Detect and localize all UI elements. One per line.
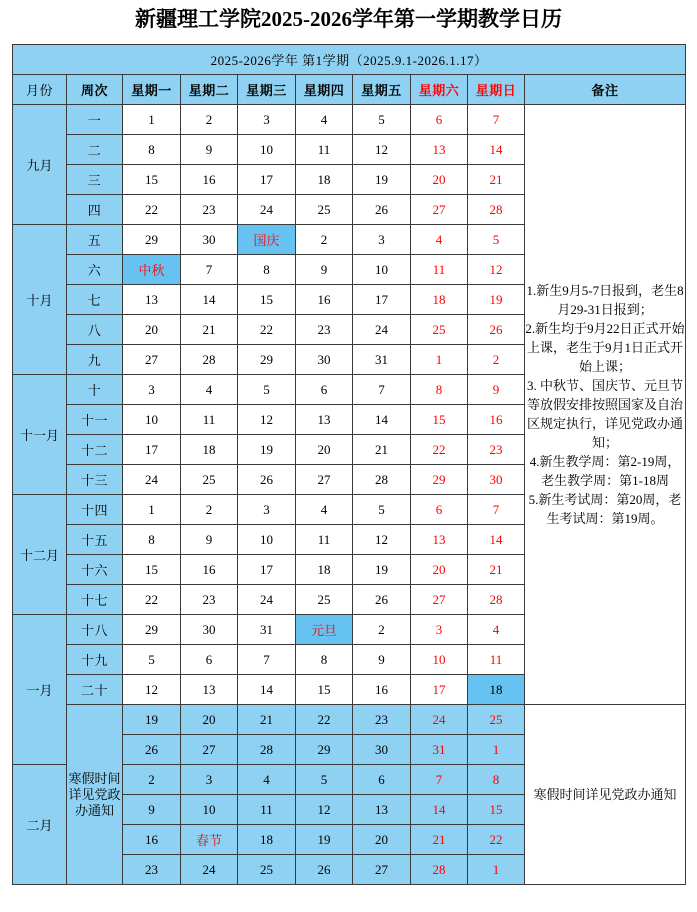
day-cell: 14 [238, 675, 296, 705]
day-cell: 19 [353, 165, 411, 195]
day-cell: 10 [181, 795, 238, 825]
day-cell: 23 [181, 585, 238, 615]
day-cell: 9 [468, 375, 525, 405]
day-cell: 19 [353, 555, 411, 585]
day-cell: 27 [353, 855, 411, 885]
day-cell: 7 [411, 765, 468, 795]
header-saturday: 星期六 [411, 75, 468, 105]
day-cell: 1 [411, 345, 468, 375]
day-cell: 5 [296, 765, 353, 795]
day-cell: 31 [353, 345, 411, 375]
day-cell: 8 [123, 135, 181, 165]
remark-line-5: 5.新生考试周：第20周，老生考试周：第19周。 [528, 492, 682, 526]
day-cell: 13 [181, 675, 238, 705]
day-cell: 21 [238, 705, 296, 735]
header-month: 月份 [13, 75, 67, 105]
day-cell: 4 [468, 615, 525, 645]
week-cell: 六 [67, 255, 123, 285]
day-cell: 18 [296, 165, 353, 195]
header-friday: 星期五 [353, 75, 411, 105]
day-cell: 7 [353, 375, 411, 405]
day-cell: 8 [296, 645, 353, 675]
day-cell: 2 [181, 495, 238, 525]
day-cell: 24 [411, 705, 468, 735]
day-cell: 16 [123, 825, 181, 855]
day-cell: 2 [296, 225, 353, 255]
day-cell: 14 [468, 525, 525, 555]
day-cell: 6 [296, 375, 353, 405]
week-cell: 十五 [67, 525, 123, 555]
day-cell: 24 [123, 465, 181, 495]
day-cell: 24 [353, 315, 411, 345]
day-cell: 23 [296, 315, 353, 345]
day-cell: 31 [238, 615, 296, 645]
remark-line-1: 1.新生9月5-7日报到，老生8月29-31日报到； [526, 283, 684, 317]
day-cell: 15 [123, 165, 181, 195]
week-cell: 八 [67, 315, 123, 345]
day-cell: 26 [353, 195, 411, 225]
day-cell: 20 [123, 315, 181, 345]
festival-cell-national-day: 国庆 [238, 225, 296, 255]
day-cell: 25 [238, 855, 296, 885]
day-cell: 19 [468, 285, 525, 315]
day-cell: 20 [353, 825, 411, 855]
day-cell: 12 [296, 795, 353, 825]
day-cell: 3 [181, 765, 238, 795]
day-cell: 25 [296, 585, 353, 615]
day-cell: 17 [411, 675, 468, 705]
day-cell: 16 [181, 165, 238, 195]
header-tuesday: 星期二 [181, 75, 238, 105]
day-cell: 10 [238, 525, 296, 555]
day-cell: 4 [411, 225, 468, 255]
table-row [13, 105, 686, 135]
day-cell: 12 [353, 135, 411, 165]
day-cell: 9 [296, 255, 353, 285]
day-cell: 10 [353, 255, 411, 285]
day-cell: 11 [181, 405, 238, 435]
table-row [13, 705, 686, 735]
festival-cell-mid-autumn: 中秋 [123, 255, 181, 285]
day-cell: 26 [353, 585, 411, 615]
day-cell: 17 [238, 555, 296, 585]
day-cell: 15 [296, 675, 353, 705]
day-cell: 8 [123, 525, 181, 555]
day-cell: 4 [238, 765, 296, 795]
day-cell: 9 [353, 645, 411, 675]
day-cell: 13 [353, 795, 411, 825]
day-cell: 25 [468, 705, 525, 735]
day-cell: 17 [238, 165, 296, 195]
day-cell: 29 [123, 615, 181, 645]
day-cell: 12 [468, 255, 525, 285]
calendar-container [0, 34, 697, 885]
day-cell: 14 [181, 285, 238, 315]
semester-banner: 2025-2026学年 第1学期（2025.9.1-2026.1.17） [13, 45, 686, 75]
day-cell: 23 [353, 705, 411, 735]
day-cell: 5 [123, 645, 181, 675]
day-cell: 20 [411, 555, 468, 585]
day-cell: 6 [353, 765, 411, 795]
header-remark: 备注 [525, 75, 686, 105]
day-cell: 2 [353, 615, 411, 645]
day-cell: 21 [468, 555, 525, 585]
day-cell: 23 [123, 855, 181, 885]
month-cell-december: 十二月 [13, 495, 67, 615]
day-cell: 3 [238, 105, 296, 135]
day-cell: 13 [411, 525, 468, 555]
day-cell: 13 [123, 285, 181, 315]
day-cell-semester-end: 18 [468, 675, 525, 705]
month-cell-february: 二月 [13, 765, 67, 885]
day-cell: 18 [238, 825, 296, 855]
week-cell: 三 [67, 165, 123, 195]
day-cell: 28 [468, 585, 525, 615]
day-cell: 28 [353, 465, 411, 495]
day-cell: 22 [238, 315, 296, 345]
day-cell: 25 [296, 195, 353, 225]
day-cell: 24 [238, 585, 296, 615]
day-cell: 15 [123, 555, 181, 585]
day-cell: 9 [181, 525, 238, 555]
day-cell: 5 [353, 495, 411, 525]
week-cell: 十八 [67, 615, 123, 645]
day-cell: 22 [296, 705, 353, 735]
day-cell: 12 [353, 525, 411, 555]
day-cell: 28 [468, 195, 525, 225]
day-cell: 16 [181, 555, 238, 585]
day-cell: 3 [411, 615, 468, 645]
day-cell: 15 [411, 405, 468, 435]
day-cell: 1 [468, 855, 525, 885]
day-cell: 17 [353, 285, 411, 315]
day-cell: 14 [353, 405, 411, 435]
day-cell: 5 [238, 375, 296, 405]
day-cell: 2 [468, 345, 525, 375]
day-cell: 25 [411, 315, 468, 345]
day-cell: 11 [411, 255, 468, 285]
week-cell: 二十 [67, 675, 123, 705]
month-cell-january: 一月 [13, 615, 67, 765]
day-cell: 14 [411, 795, 468, 825]
day-cell: 30 [181, 225, 238, 255]
day-cell: 4 [296, 105, 353, 135]
header-wednesday: 星期三 [238, 75, 296, 105]
page-title: 新疆理工学院2025-2026学年第一学期教学日历 [135, 7, 562, 31]
day-cell: 4 [296, 495, 353, 525]
day-cell: 21 [411, 825, 468, 855]
day-cell: 29 [123, 225, 181, 255]
day-cell: 8 [411, 375, 468, 405]
remark-line-2: 2.新生均于9月22日正式开始上课，老生于9月1日正式开始上课； [525, 321, 685, 374]
day-cell: 21 [353, 435, 411, 465]
day-cell: 27 [123, 345, 181, 375]
remark-line-3: 3. 中秋节、国庆节、元旦节等放假安排按照国家及自治区规定执行，详见党政办通知； [527, 378, 684, 450]
day-cell: 7 [181, 255, 238, 285]
banner-row [13, 45, 686, 75]
day-cell: 5 [353, 105, 411, 135]
day-cell: 20 [296, 435, 353, 465]
day-cell: 1 [468, 735, 525, 765]
week-cell: 十六 [67, 555, 123, 585]
day-cell: 7 [468, 495, 525, 525]
day-cell: 5 [468, 225, 525, 255]
day-cell: 29 [411, 465, 468, 495]
day-cell: 16 [296, 285, 353, 315]
day-cell: 25 [181, 465, 238, 495]
remark-line-4: 4.新生教学周：第2-19周，老生教学周：第1-18周 [529, 454, 681, 488]
week-cell: 五 [67, 225, 123, 255]
day-cell: 18 [181, 435, 238, 465]
day-cell: 11 [296, 525, 353, 555]
week-cell: 十七 [67, 585, 123, 615]
remarks-cell [525, 105, 686, 705]
day-cell: 2 [123, 765, 181, 795]
day-cell: 26 [468, 315, 525, 345]
day-cell: 13 [296, 405, 353, 435]
month-cell-october: 十月 [13, 225, 67, 375]
day-cell: 19 [296, 825, 353, 855]
week-cell: 十九 [67, 645, 123, 675]
day-cell: 23 [468, 435, 525, 465]
month-cell-september: 九月 [13, 105, 67, 225]
day-cell: 10 [123, 405, 181, 435]
day-cell: 3 [353, 225, 411, 255]
day-cell: 27 [296, 465, 353, 495]
day-cell: 30 [296, 345, 353, 375]
day-cell: 29 [238, 345, 296, 375]
day-cell: 17 [123, 435, 181, 465]
academic-calendar-table [12, 44, 686, 885]
day-cell: 21 [181, 315, 238, 345]
day-cell: 11 [296, 135, 353, 165]
day-cell: 16 [353, 675, 411, 705]
day-cell: 9 [123, 795, 181, 825]
week-cell: 十 [67, 375, 123, 405]
day-cell: 11 [468, 645, 525, 675]
day-cell: 16 [468, 405, 525, 435]
day-cell: 29 [296, 735, 353, 765]
festival-cell-spring-festival: 春节 [181, 825, 238, 855]
day-cell: 6 [411, 105, 468, 135]
day-cell: 18 [296, 555, 353, 585]
day-cell: 6 [411, 495, 468, 525]
day-cell: 12 [123, 675, 181, 705]
day-cell: 13 [411, 135, 468, 165]
week-cell: 十二 [67, 435, 123, 465]
day-cell: 22 [123, 195, 181, 225]
column-header-row [13, 75, 686, 105]
week-cell: 四 [67, 195, 123, 225]
day-cell: 24 [181, 855, 238, 885]
day-cell: 1 [123, 105, 181, 135]
header-week: 周次 [67, 75, 123, 105]
day-cell: 19 [123, 705, 181, 735]
day-cell: 1 [123, 495, 181, 525]
day-cell: 28 [181, 345, 238, 375]
day-cell: 26 [296, 855, 353, 885]
day-cell: 3 [238, 495, 296, 525]
day-cell: 7 [468, 105, 525, 135]
day-cell: 8 [468, 765, 525, 795]
week-cell: 九 [67, 345, 123, 375]
day-cell: 22 [411, 435, 468, 465]
header-thursday: 星期四 [296, 75, 353, 105]
day-cell: 28 [238, 735, 296, 765]
day-cell: 2 [181, 105, 238, 135]
day-cell: 15 [468, 795, 525, 825]
day-cell: 21 [468, 165, 525, 195]
header-monday: 星期一 [123, 75, 181, 105]
day-cell: 28 [411, 855, 468, 885]
day-cell: 26 [238, 465, 296, 495]
day-cell: 8 [238, 255, 296, 285]
day-cell: 30 [468, 465, 525, 495]
day-cell: 11 [238, 795, 296, 825]
day-cell: 4 [181, 375, 238, 405]
month-cell-november: 十一月 [13, 375, 67, 495]
day-cell: 9 [181, 135, 238, 165]
day-cell: 10 [411, 645, 468, 675]
day-cell: 19 [238, 435, 296, 465]
day-cell: 3 [123, 375, 181, 405]
day-cell: 22 [123, 585, 181, 615]
day-cell: 24 [238, 195, 296, 225]
week-cell: 十一 [67, 405, 123, 435]
festival-cell-new-year: 元旦 [296, 615, 353, 645]
day-cell: 20 [181, 705, 238, 735]
day-cell: 23 [181, 195, 238, 225]
day-cell: 31 [411, 735, 468, 765]
day-cell: 30 [181, 615, 238, 645]
week-cell: 十三 [67, 465, 123, 495]
day-cell: 27 [411, 585, 468, 615]
header-sunday: 星期日 [468, 75, 525, 105]
week-cell: 七 [67, 285, 123, 315]
week-cell-winter-vacation: 寒假时间详见党政办通知 [67, 705, 123, 885]
week-cell: 一 [67, 105, 123, 135]
day-cell: 7 [238, 645, 296, 675]
day-cell: 27 [411, 195, 468, 225]
week-cell: 二 [67, 135, 123, 165]
day-cell: 18 [411, 285, 468, 315]
day-cell: 22 [468, 825, 525, 855]
day-cell: 6 [181, 645, 238, 675]
day-cell: 30 [353, 735, 411, 765]
day-cell: 10 [238, 135, 296, 165]
day-cell: 14 [468, 135, 525, 165]
winter-vacation-remark-cell: 寒假时间详见党政办通知 [525, 705, 686, 885]
week-cell: 十四 [67, 495, 123, 525]
day-cell: 27 [181, 735, 238, 765]
day-cell: 20 [411, 165, 468, 195]
day-cell: 26 [123, 735, 181, 765]
day-cell: 15 [238, 285, 296, 315]
day-cell: 12 [238, 405, 296, 435]
